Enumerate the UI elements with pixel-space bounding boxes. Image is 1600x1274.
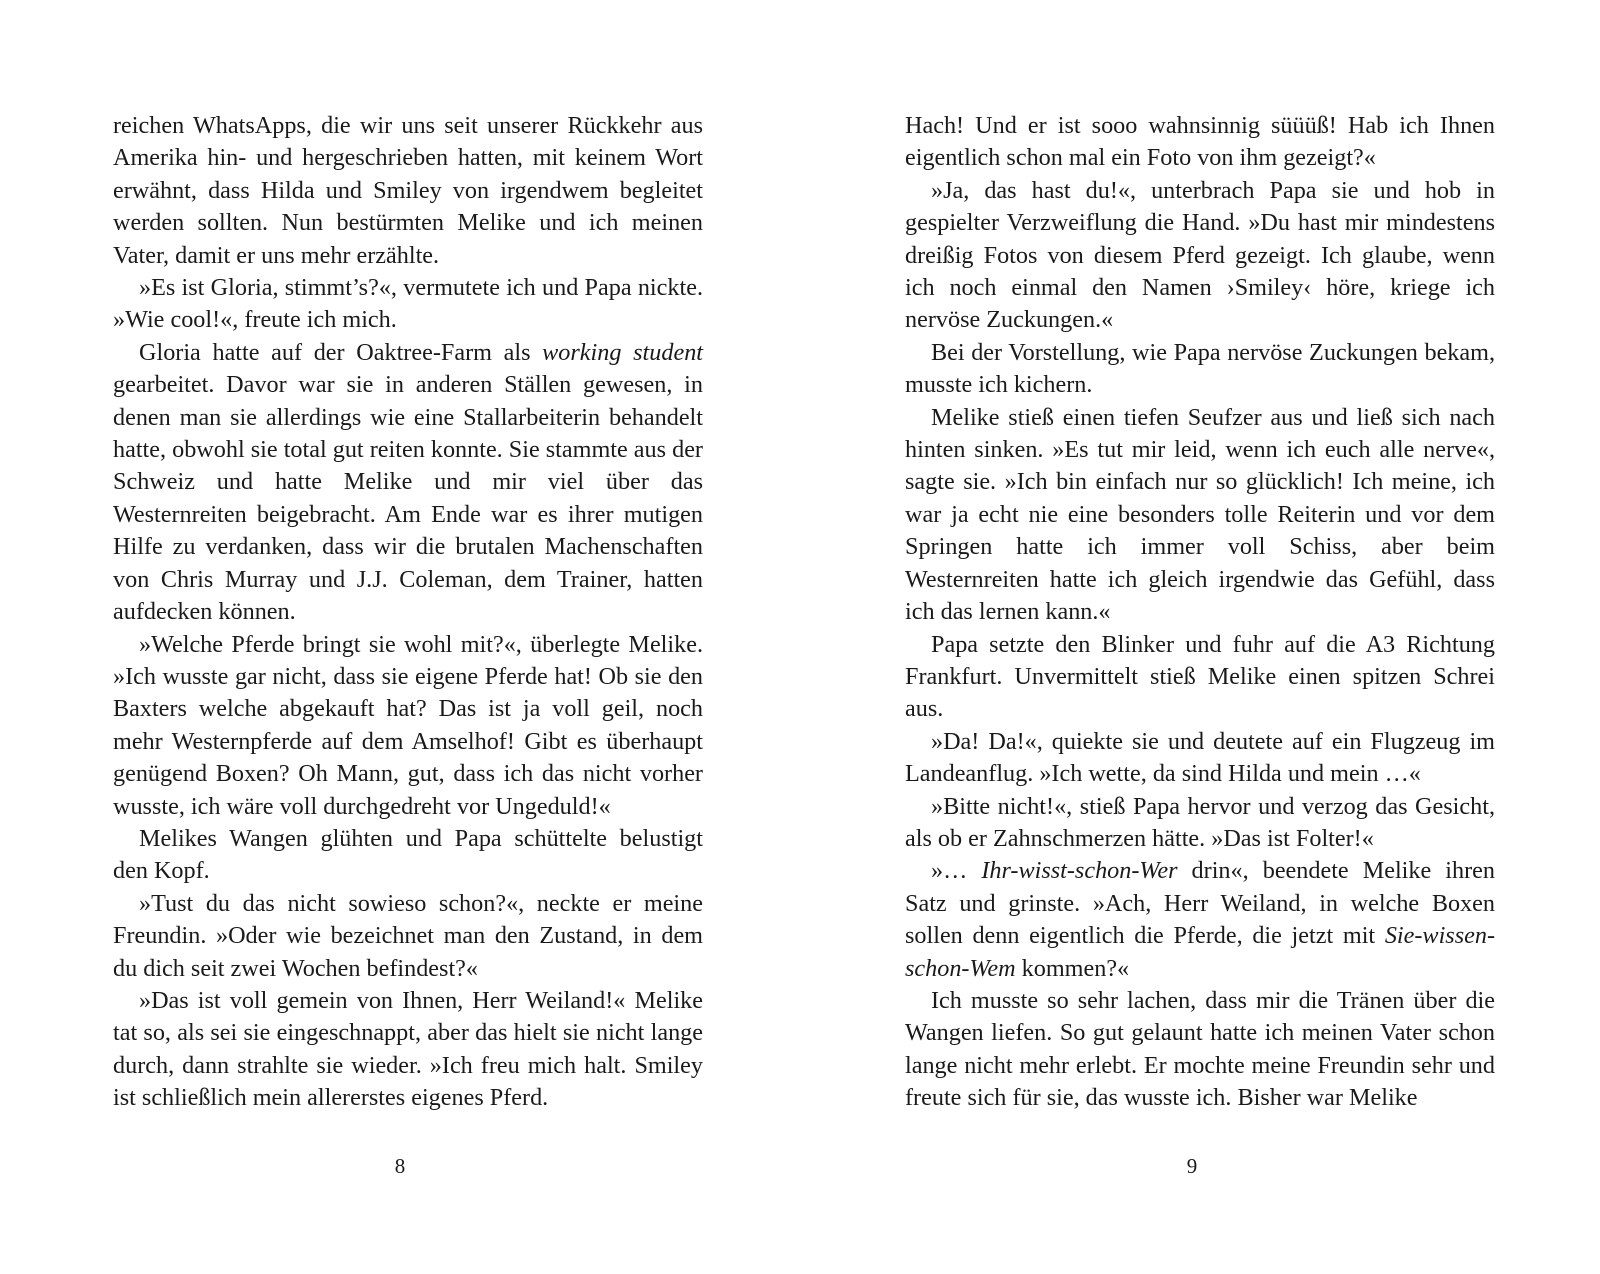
text-run: drin«, beendete Melike ihren Satz und grinste. »Ach, Herr Weiland, in welche Boxen sollen denn eigentlich die Pferde, die jetzt mit [905, 857, 1495, 950]
paragraph: »Bitte nicht!«, stieß Papa hervor und verzog das Gesicht, als ob er Zahnschmerzen hätte. »Das ist Folter!« [905, 792, 1495, 852]
italic-term: Ihr-wisst-schon-Wer [981, 857, 1178, 885]
paragraph: »Tust du das nicht sowieso schon?«, neckte er meine Freundin. »Oder wie bezeichnet man den Zustand, in dem du dich seit zwei Wochen befindest?« [113, 889, 703, 982]
paragraph: Melike stieß einen tiefen Seufzer aus und ließ sich nach hinten sinken. »Es tut mir leid, wenn ich euch alle nerve«, sagte sie. »Ich bin einfach nur so glücklich! Ich meine, ich war ja echt nie eine besonders tolle Reiterin und vor dem Springen hatte ich immer voll Schiss, aber beim Westernreiten hatte ich gleich irgendwie das Gefühl, dass ich das lernen kann.« [905, 403, 1495, 626]
italic-term: Sie-wissen-schon-Wem [905, 922, 1495, 982]
right-page-body [905, 110, 1495, 1115]
paragraph [113, 337, 703, 629]
right-page [905, 110, 1495, 1270]
paragraph: Hach! Und er ist sooo wahnsinnig süüüß! Hab ich Ihnen eigentlich schon mal ein Foto von ihm gezeigt?« [905, 112, 1495, 172]
page-number: 9 [1186, 1154, 1198, 1178]
text-run: Gloria hatte auf der Oaktree-Farm als [139, 338, 543, 366]
paragraph: »Es ist Gloria, stimmt’s?«, vermutete ich und Papa nickte. »Wie cool!«, freute ich mich. [113, 274, 703, 334]
paragraph [905, 855, 1495, 985]
paragraph: »Das ist voll gemein von Ihnen, Herr Weiland!« Melike tat so, als sei sie eingeschnappt, aber das hielt sie nicht lange durch, dann strahlte sie wieder. »Ich freu mich halt. Smiley ist schließlich mein allererstes eigenes Pferd. [113, 986, 703, 1112]
italic-term: working student [542, 338, 704, 366]
paragraph: Bei der Vorstellung, wie Papa nervöse Zuckungen bekam, musste ich kichern. [905, 338, 1495, 399]
page-number: 8 [394, 1154, 406, 1178]
paragraph: Papa setzte den Blinker und fuhr auf die A3 Richtung Frankfurt. Unvermittelt stieß Melike einen spitzen Schrei aus. [905, 630, 1495, 723]
paragraph: »Welche Pferde bringt sie wohl mit?«, überlegte Melike. »Ich wusste gar nicht, dass sie eigene Pferde hat! Ob sie den Baxters welche abgekauft hat? Das ist ja voll geil, noch mehr Westernpferde auf dem Amselhof! Gibt es überhaupt genügend Boxen? Oh Mann, gut, dass ich das nicht vorher wusste, ich wäre voll durchgedreht vor Ungeduld!« [113, 630, 703, 820]
paragraph: reichen WhatsApps, die wir uns seit unserer Rückkehr aus Amerika hin- und hergeschrieben hatten, mit keinem Wort erwähnt, dass Hilda und Smiley von irgendwem begleitet werden sollten. Nun bestürmten Melike und ich meinen Vater, damit er uns mehr erzählte. [113, 112, 703, 269]
text-run: kommen?« [1015, 954, 1130, 982]
paragraph: Melikes Wangen glühten und Papa schüttelte belustigt den Kopf. [113, 824, 703, 885]
left-page-body [113, 110, 703, 1115]
paragraph: Ich musste so sehr lachen, dass mir die Tränen über die Wangen liefen. So gut gelaunt hatte ich meinen Vater schon lange nicht mehr erlebt. Er mochte meine Freundin sehr und freute sich für sie, das wusste ich. Bisher war Melike [905, 986, 1495, 1112]
left-page [113, 110, 703, 1270]
paragraph: »Ja, das hast du!«, unterbrach Papa sie und hob in gespielter Verzweiflung die Hand. »Du hast mir mindestens dreißig Fotos von diesem Pferd gezeigt. Ich glaube, wenn ich noch einmal den Namen ›Smiley‹ höre, kriege ich nervöse Zuckungen.« [905, 176, 1495, 334]
text-run: »… [931, 857, 982, 885]
text-run: gearbeitet. Davor war sie in anderen Ställen gewesen, in denen man sie allerdings wie eine Stallarbeiterin behandelt hatte, obwohl sie total gut reiten konnte. Sie stammte aus der Schweiz und hatte Melike und mir viel über das Westernreiten beigebracht. Am Ende war es ihrer mutigen Hilfe zu verdanken, dass wir die brutalen Machenschaften von Chris Murray und J.J. Coleman, dem Trainer, hatten aufdecken können. [113, 371, 703, 626]
paragraph: »Da! Da!«, quiekte sie und deutete auf ein Flugzeug im Landeanflug. »Ich wette, da sind Hilda und mein …« [905, 727, 1495, 788]
